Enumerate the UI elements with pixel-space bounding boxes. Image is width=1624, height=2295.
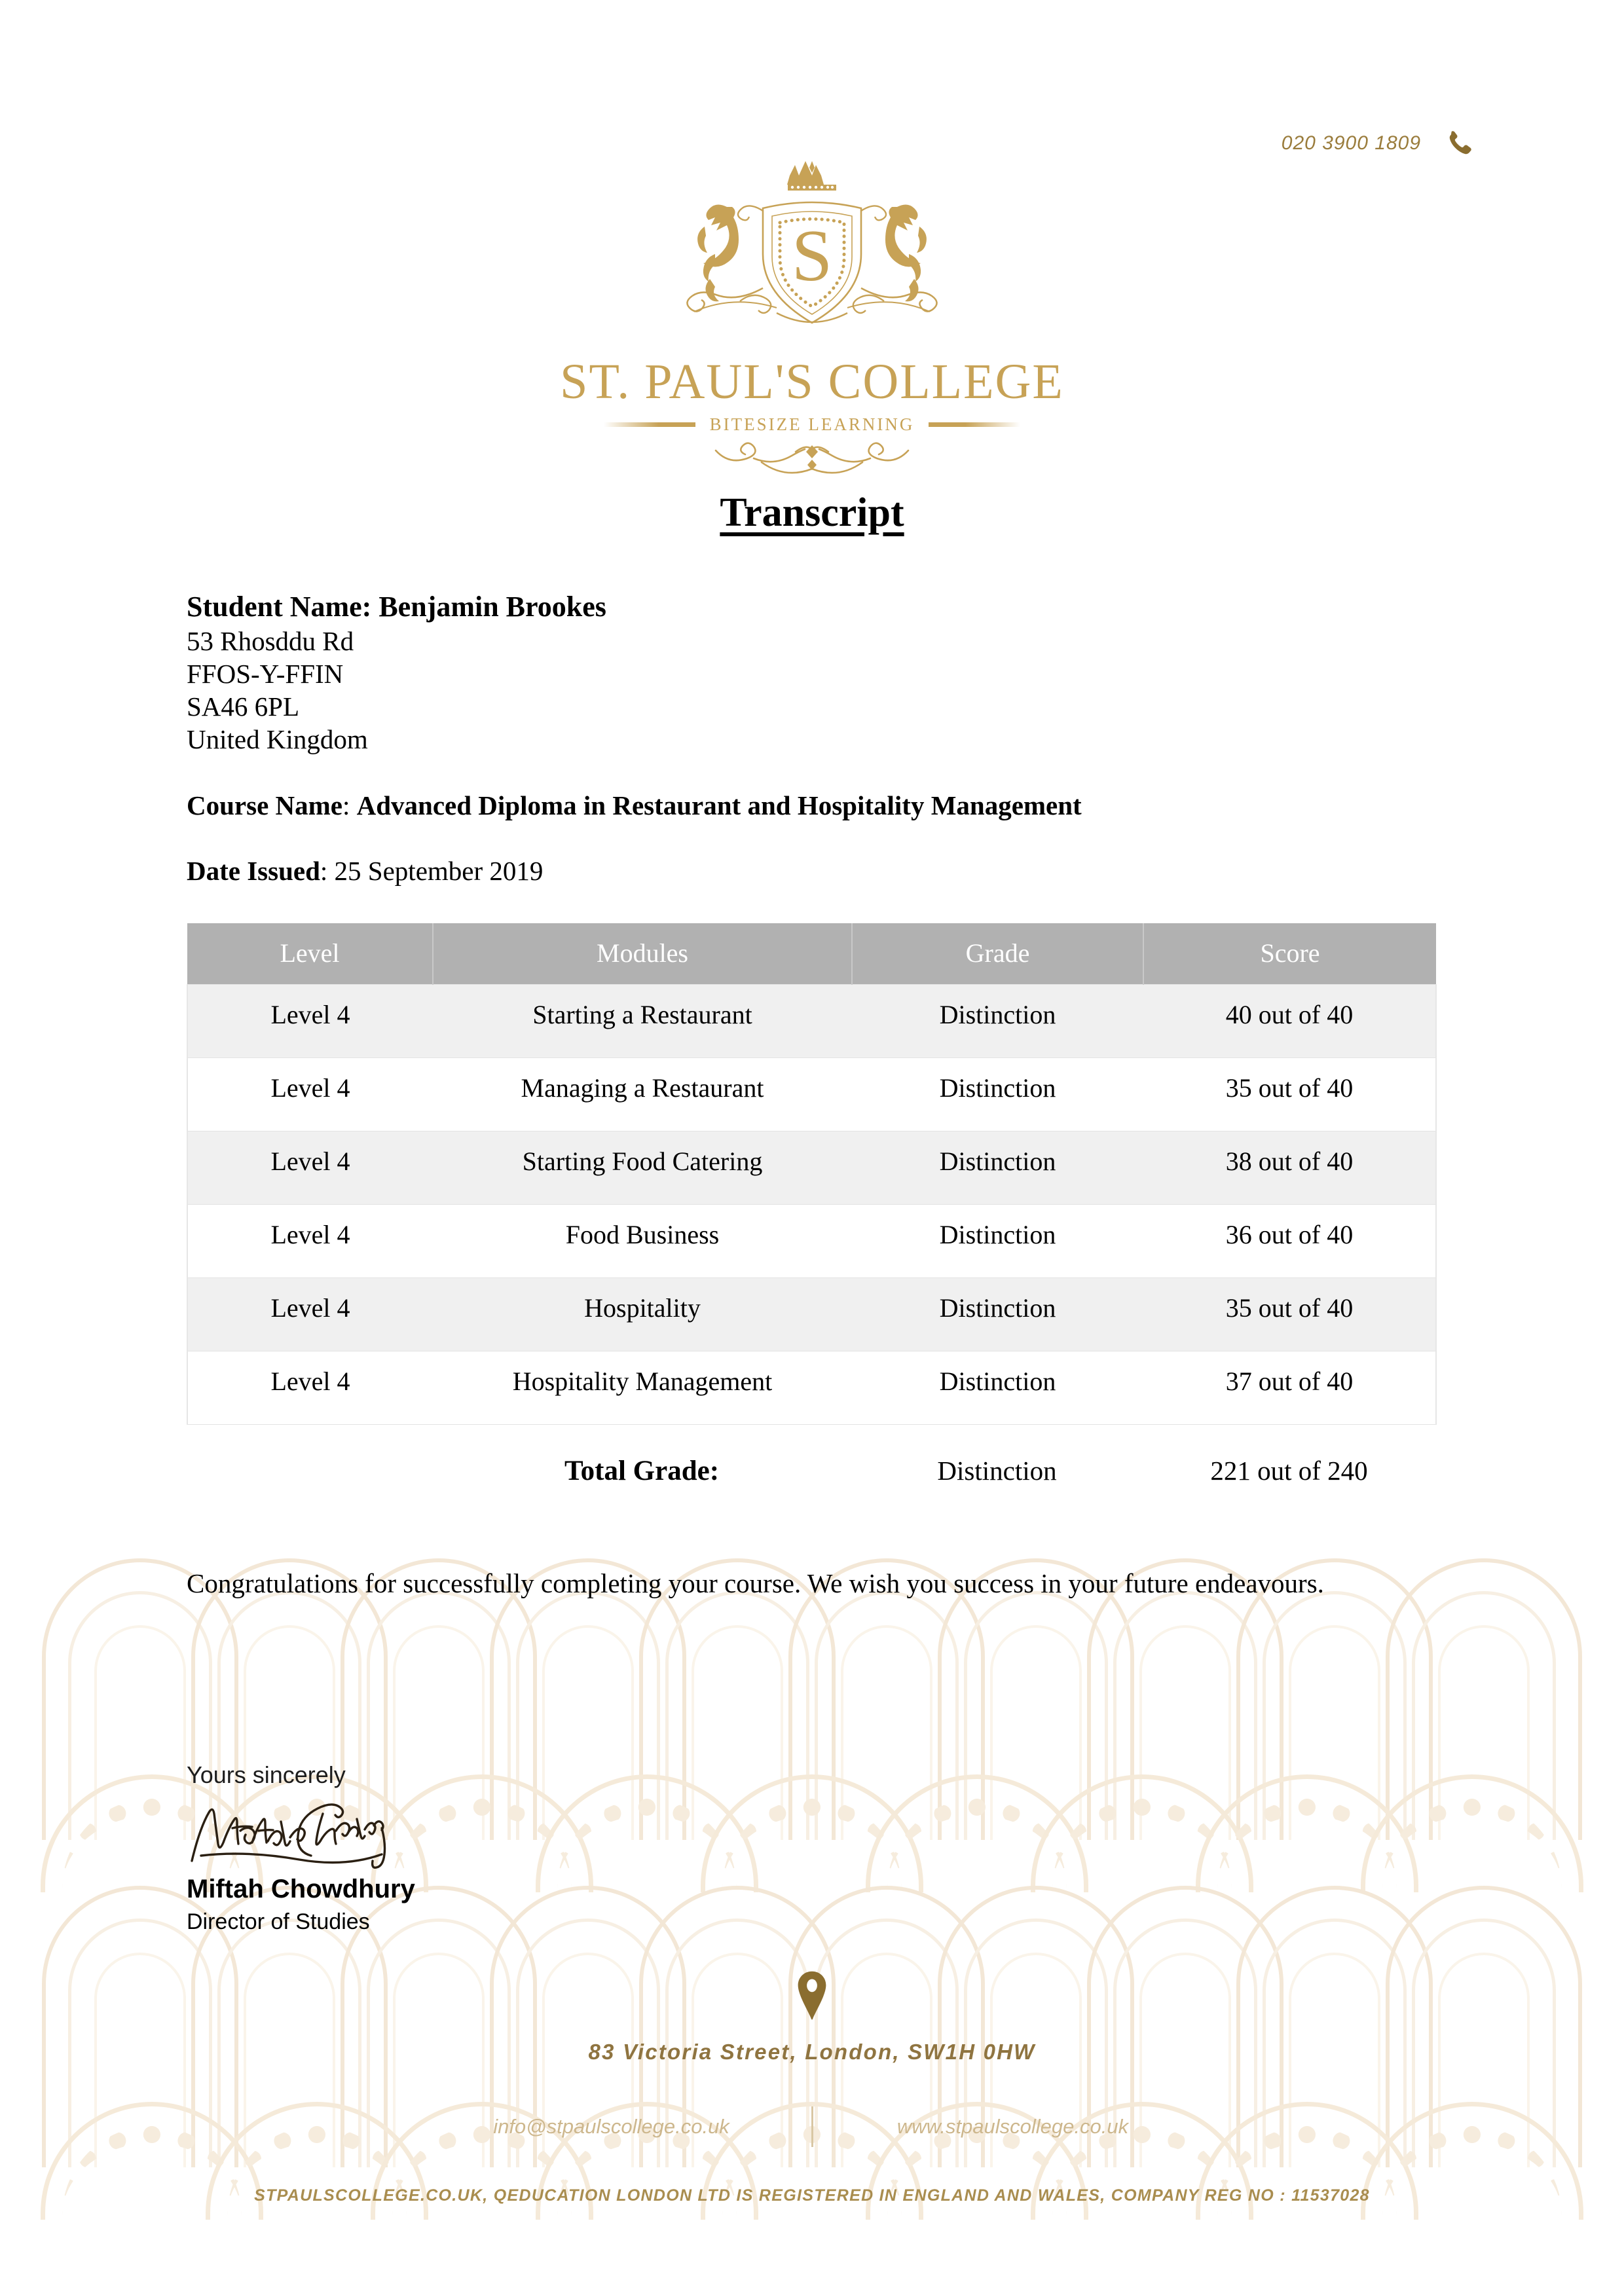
header-phone [1282, 128, 1473, 158]
table-row [187, 1351, 1436, 1424]
cell-level: Level 4 [187, 1351, 433, 1424]
date-issued-separator: : [320, 855, 335, 886]
cell-grade: Distinction [852, 1204, 1143, 1277]
cell-score: 35 out of 40 [1143, 1277, 1436, 1351]
student-details [187, 589, 1437, 756]
flourish-ornament-icon [704, 441, 920, 483]
column-header-score: Score [1143, 923, 1436, 985]
cell-grade: Distinction [852, 1351, 1143, 1424]
svg-text:S: S [791, 215, 833, 297]
crest-icon [629, 156, 995, 356]
cell-module: Managing a Restaurant [433, 1057, 852, 1131]
date-issued-line [187, 855, 1437, 887]
footer-address: 83 Victoria Street, London, SW1H 0HW [588, 2040, 1036, 2064]
phone-icon [1443, 128, 1473, 158]
table-row [187, 984, 1436, 1057]
footer-website[interactable]: www.stpaulscollege.co.uk [896, 2115, 1129, 2138]
total-spacer [187, 1455, 432, 1487]
tagline-rule-left [604, 422, 695, 427]
logo-tagline: BITESIZE LEARNING [709, 414, 915, 434]
student-address-line-2: FFOS-Y-FFIN [187, 658, 344, 689]
student-address-line-1: 53 Rhosddu Rd [187, 625, 354, 656]
transcript-table [187, 923, 1437, 1425]
page-footer [0, 1971, 1624, 2205]
signatory-role: Director of Studies [187, 1909, 370, 1934]
footer-contact-row [0, 2106, 1624, 2147]
cell-level: Level 4 [187, 1057, 433, 1131]
column-header-level: Level [187, 923, 433, 985]
cell-score: 37 out of 40 [1143, 1351, 1436, 1424]
cell-score: 38 out of 40 [1143, 1131, 1436, 1204]
cell-grade: Distinction [852, 1057, 1143, 1131]
course-name-value: Advanced Diploma in Restaurant and Hospitality Management [356, 790, 1082, 820]
date-issued-label: Date Issued [187, 855, 320, 886]
signatory-name: Miftah Chowdhury [187, 1875, 415, 1903]
student-address-line-4: United Kingdom [187, 724, 368, 754]
total-score-value: 221 out of 240 [1210, 1455, 1368, 1486]
cell-grade: Distinction [852, 1131, 1143, 1204]
phone-number: 020 3900 1809 [1281, 132, 1421, 154]
footer-email[interactable]: info@stpaulscollege.co.uk [493, 2115, 729, 2138]
cell-level: Level 4 [187, 1277, 433, 1351]
cell-level: Level 4 [187, 1131, 433, 1204]
cell-module: Starting Food Catering [433, 1131, 852, 1204]
footer-registration: STPAULSCOLLEGE.CO.UK, QEDUCATION LONDON LTD IS REGISTERED IN ENGLAND AND WALES, COMPANY REG NO : 11537028 [254, 2186, 1370, 2205]
student-name: Student Name: Benjamin Brookes [187, 591, 606, 623]
cell-module: Hospitality [433, 1277, 852, 1351]
cell-module: Starting a Restaurant [433, 984, 852, 1057]
table-row [187, 1277, 1436, 1351]
cell-grade: Distinction [852, 1277, 1143, 1351]
table-row [187, 1057, 1436, 1131]
total-grade-label: Total Grade: [564, 1455, 720, 1486]
location-pin-icon [0, 1971, 1624, 2025]
column-header-grade: Grade [852, 923, 1143, 985]
cell-level: Level 4 [187, 984, 433, 1057]
course-name-line [187, 790, 1437, 821]
cell-score: 35 out of 40 [1143, 1057, 1436, 1131]
table-row [187, 1204, 1436, 1277]
course-name-separator: : [342, 790, 357, 820]
table-header-row [187, 923, 1436, 985]
cell-score: 40 out of 40 [1143, 984, 1436, 1057]
cell-level: Level 4 [187, 1204, 433, 1277]
sincerely-text: Yours sincerely [187, 1761, 346, 1788]
date-issued-value: 25 September 2019 [334, 855, 544, 886]
student-address-line-3: SA46 6PL [187, 691, 300, 722]
handwritten-signature-icon [183, 1793, 438, 1873]
logo-tagline-row [604, 414, 1021, 435]
college-logo [0, 156, 1624, 483]
cell-module: Food Business [433, 1204, 852, 1277]
tagline-rule-right [929, 422, 1020, 427]
cell-module: Hospitality Management [433, 1351, 852, 1424]
total-grade-value: Distinction [937, 1455, 1057, 1486]
column-header-modules: Modules [433, 923, 852, 985]
signature-block [187, 1761, 438, 1935]
congratulations-message: Congratulations for successfully completing your course. We wish you success in your future endeavours. [187, 1568, 1324, 1598]
total-grade-row [187, 1455, 1435, 1487]
logo-wordmark: ST. PAUL'S COLLEGE [560, 354, 1064, 409]
cell-grade: Distinction [852, 984, 1143, 1057]
page-title: Transcript [720, 490, 904, 535]
table-row [187, 1131, 1436, 1204]
course-name-label: Course Name [187, 790, 342, 820]
cell-score: 36 out of 40 [1143, 1204, 1436, 1277]
